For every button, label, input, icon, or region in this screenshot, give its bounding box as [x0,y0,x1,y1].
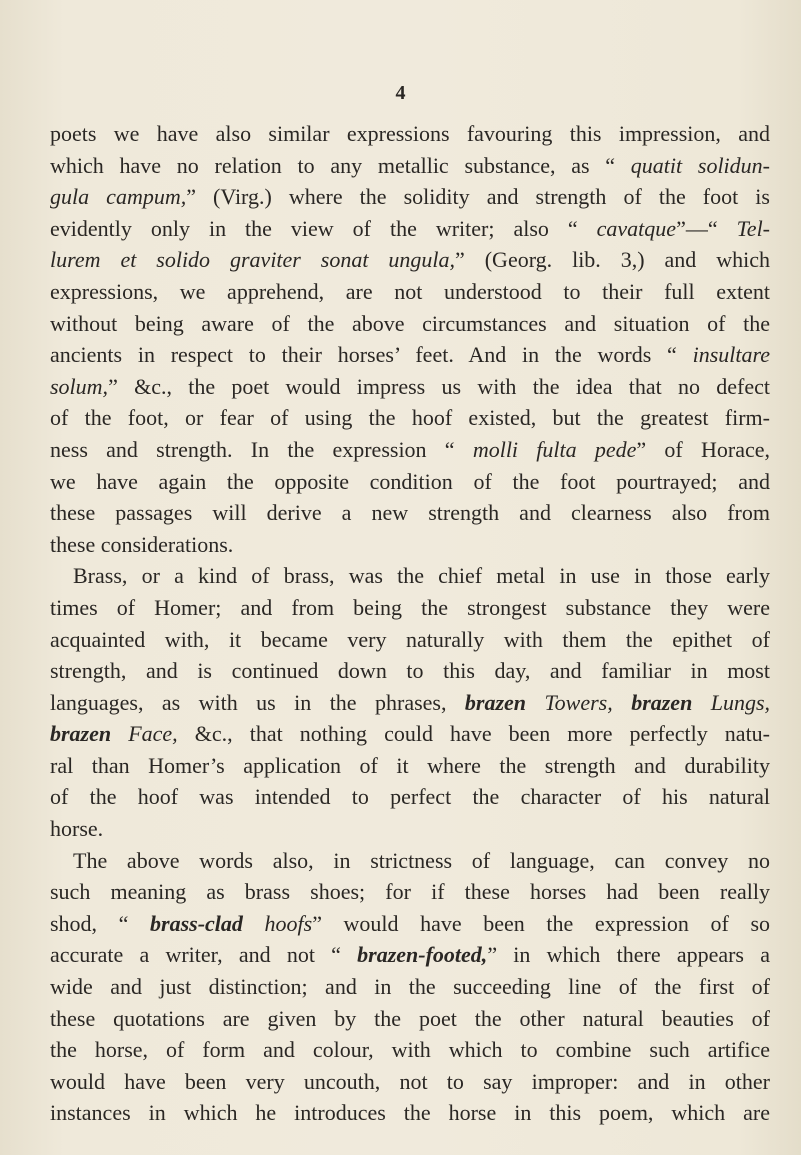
text-run: ” (Georg. lib. 3,) and which [455,247,770,273]
text-run: languages, as with us in the phrases, [50,689,465,715]
emphasis-run: gula campum, [50,184,187,210]
text-line [50,813,770,845]
page-number: 4 [395,82,406,104]
text-run: instances in which he introduces the horse in this poem, which are [50,1100,770,1126]
text-run: ancients in respect to their horses’ feet. And in the words “ [50,342,693,368]
text-run: times of Homer; and from being the strongest substance they were [50,594,770,620]
emphasis-run: cavatque [596,215,677,241]
text-run: which have no relation to any metallic substance, as “ [50,152,631,178]
text-run [243,911,265,936]
text-run: the horse, of form and colour, with which to combine such artifice [50,1037,770,1063]
text-line [50,244,770,276]
text-run: ral than Homer’s application of it where the strength and durability [50,752,770,778]
text-line [50,1003,770,1035]
text-line [50,750,770,782]
emphasis-run: brazen [464,689,527,715]
text-line [50,1066,770,1098]
body-text [50,118,770,1129]
text-run [111,721,128,746]
text-line [50,118,770,150]
text-run: poets we have also similar expressions favouring this impression, and [50,121,770,146]
text-line [50,466,770,498]
text-run: ” &c., the poet would impress us with the idea that no defect [108,373,770,399]
text-run: ”—“ [676,215,737,241]
emphasis-run: hoofs [264,910,313,936]
text-line [50,1034,770,1066]
text-run: The above words also, in strictness of language, can convey no [73,847,770,873]
text-run: these quotations are given by the poet the other natural beauties of [50,1005,770,1031]
text-line [50,624,770,656]
text-run: such meaning as brass shoes; for if these horses had been really [50,879,770,905]
emphasis-run: Face, [128,721,178,747]
text-line [50,371,770,403]
emphasis-run: Lungs, [710,689,771,715]
text-run: ” (Virg.) where the solidity and strength of the foot is [186,184,770,210]
text-run: horse. [50,816,104,842]
text-line [50,781,770,813]
text-line [50,276,770,308]
text-run: ness and strength. In the expression “ [50,436,473,462]
text-run: evidently only in the view of the writer; also “ [50,215,597,241]
text-line [50,718,770,750]
text-line [50,655,770,687]
text-line [50,181,770,213]
text-line [50,339,770,371]
emphasis-run: Towers, [544,689,613,715]
text-line [50,150,770,182]
text-line [50,402,770,434]
text-run: ” in which there appears a [487,942,770,968]
text-run: we have again the opposite condition of the foot pourtrayed; and [50,468,770,494]
text-line [50,908,770,940]
text-run [526,690,544,715]
emphasis-run: brazen [50,721,112,747]
emphasis-run: insultare [692,342,770,368]
text-line [50,1097,770,1129]
text-run: wide and just distinction; and in the succeeding line of the first of [50,974,770,1000]
text-run: Brass, or a kind of brass, was the chief metal in use in those early [73,563,770,589]
text-run: accurate a writer, and not “ [50,942,358,968]
text-run [613,690,631,715]
text-run: these considerations. [50,531,234,557]
text-line [50,308,770,340]
text-line [50,592,770,624]
emphasis-run: Tel- [736,215,771,241]
text-run: acquainted with, it became very naturally with them the epithet of [50,626,770,652]
emphasis-run: brass-clad [150,910,243,936]
text-run: would have been very uncouth, not to say improper: and in other [50,1068,770,1094]
text-run [692,690,710,715]
text-line [50,497,770,529]
emphasis-run: molli fulta pede [472,436,637,462]
text-run: &c., that nothing could have been more perfectly natu- [177,721,771,747]
text-line [50,845,770,877]
text-line [50,876,770,908]
text-run: these passages will derive a new strength and clearness also from [50,500,770,526]
emphasis-run: solum, [50,373,109,399]
text-run: without being aware of the above circumstances and situation of the [50,310,770,336]
text-line [50,939,770,971]
text-run: ” would have been the expression of so [312,910,771,936]
text-line [50,560,770,592]
emphasis-run: lurem et solido graviter sonat ungula, [50,247,456,273]
emphasis-run: quatit solidun- [630,152,770,178]
text-line [50,687,770,719]
text-run: ” of Horace, [636,436,770,462]
text-line [50,213,770,245]
emphasis-run: brazen-footed, [357,942,488,968]
text-run: expressions, we apprehend, are not understood to their full extent [50,278,770,304]
emphasis-run: brazen [631,689,693,715]
text-run: of the hoof was intended to perfect the character of his natural [50,784,770,810]
text-run: strength, and is continued down to this day, and familiar in most [50,658,770,684]
text-run: shod, “ [50,910,151,936]
text-line [50,971,770,1003]
text-line [50,529,770,561]
text-run: of the foot, or fear of using the hoof existed, but the greatest firm- [50,405,770,431]
text-line [50,434,770,466]
